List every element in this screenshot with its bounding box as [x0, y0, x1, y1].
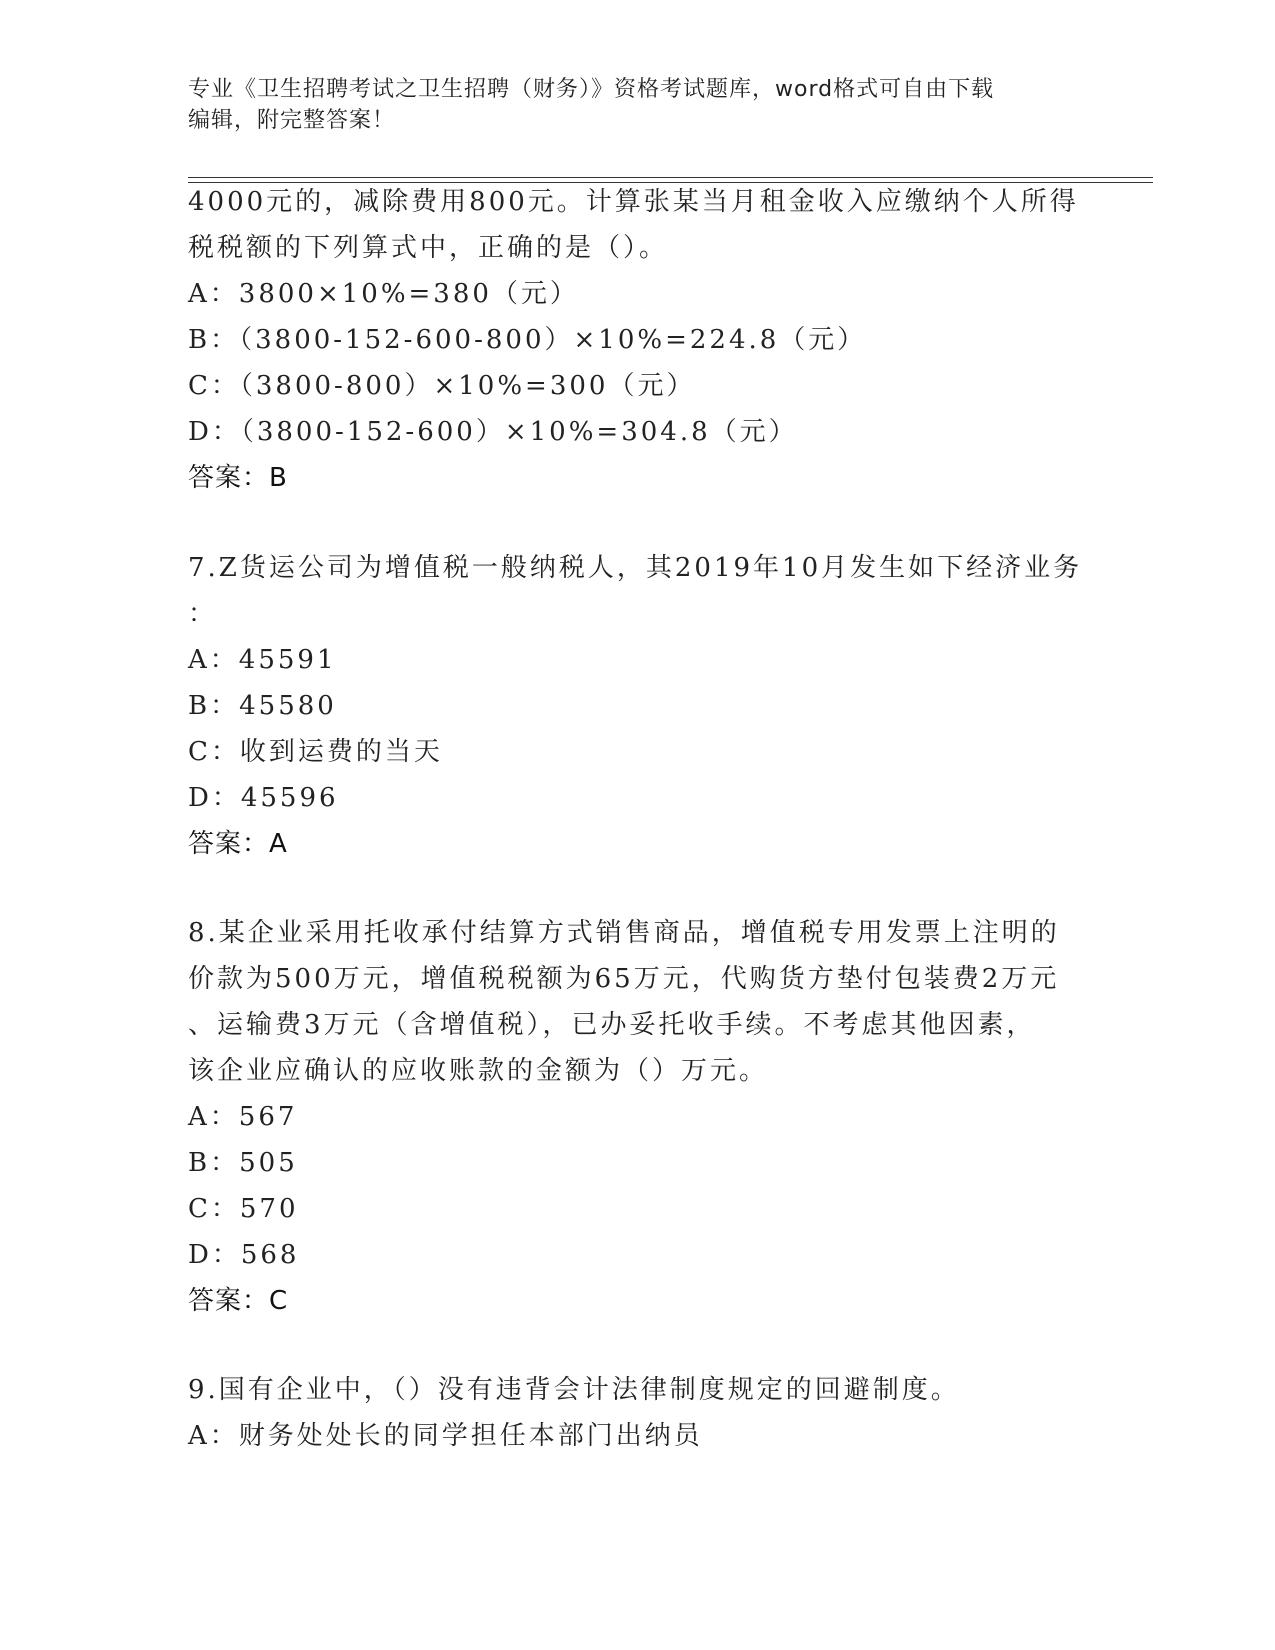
question-text-line: 4000元的，减除费用800元。计算张某当月租金收入应缴纳个人所得 — [188, 187, 1079, 217]
header-line-1: 专业《卫生招聘考试之卫生招聘（财务）》资格考试题库，word格式可自由下载 — [188, 77, 995, 102]
question-9 — [188, 1367, 1088, 1459]
option-a: A：财务处处长的同学担任本部门出纳员 — [188, 1421, 703, 1451]
option-a: A：45591 — [188, 645, 337, 675]
option-b: B：（3800-152-600-800）×10%=224.8（元） — [188, 325, 867, 355]
question-text-line: 价款为500万元，增值税税额为65万元，代购货方垫付包装费2万元 — [188, 964, 1060, 994]
option-d: D：45596 — [188, 783, 339, 813]
document-header — [188, 74, 1088, 136]
option-b: B：505 — [188, 1148, 298, 1178]
answer-label: 答案：C — [188, 1286, 289, 1316]
option-c: C：570 — [188, 1194, 299, 1224]
option-d: D：568 — [188, 1240, 300, 1270]
question-7 — [188, 545, 1088, 867]
answer-label: 答案：B — [188, 463, 288, 493]
question-text-line: 该企业应确认的应收账款的金额为（）万元。 — [188, 1056, 769, 1086]
question-text-line: 、运输费3万元（含增值税），已办妥托收手续。不考虑其他因素， — [188, 1010, 1036, 1040]
question-8 — [188, 910, 1088, 1324]
question-6 — [188, 179, 1088, 501]
question-text-line: 7.Z货运公司为增值税一般纳税人，其2019年10月发生如下经济业务 — [188, 553, 1083, 583]
question-text-line: ： — [188, 599, 218, 629]
question-text-line: 税税额的下列算式中，正确的是（）。 — [188, 233, 669, 263]
option-c: C：（3800-800）×10%=300（元） — [188, 371, 696, 401]
question-text-line: 8.某企业采用托收承付结算方式销售商品，增值税专用发票上注明的 — [188, 918, 1060, 948]
question-text-line: 9.国有企业中，（）没有违背会计法律制度规定的回避制度。 — [188, 1375, 960, 1405]
answer-label: 答案：A — [188, 829, 288, 859]
option-c: C：收到运费的当天 — [188, 737, 443, 767]
option-a: A：567 — [188, 1102, 298, 1132]
header-line-2: 编辑，附完整答案！ — [188, 108, 396, 133]
option-b: B：45580 — [188, 691, 337, 721]
option-d: D：（3800-152-600）×10%=304.8（元） — [188, 417, 798, 447]
header-divider-top — [188, 177, 1153, 178]
option-a: A：3800×10%=380（元） — [188, 279, 579, 309]
